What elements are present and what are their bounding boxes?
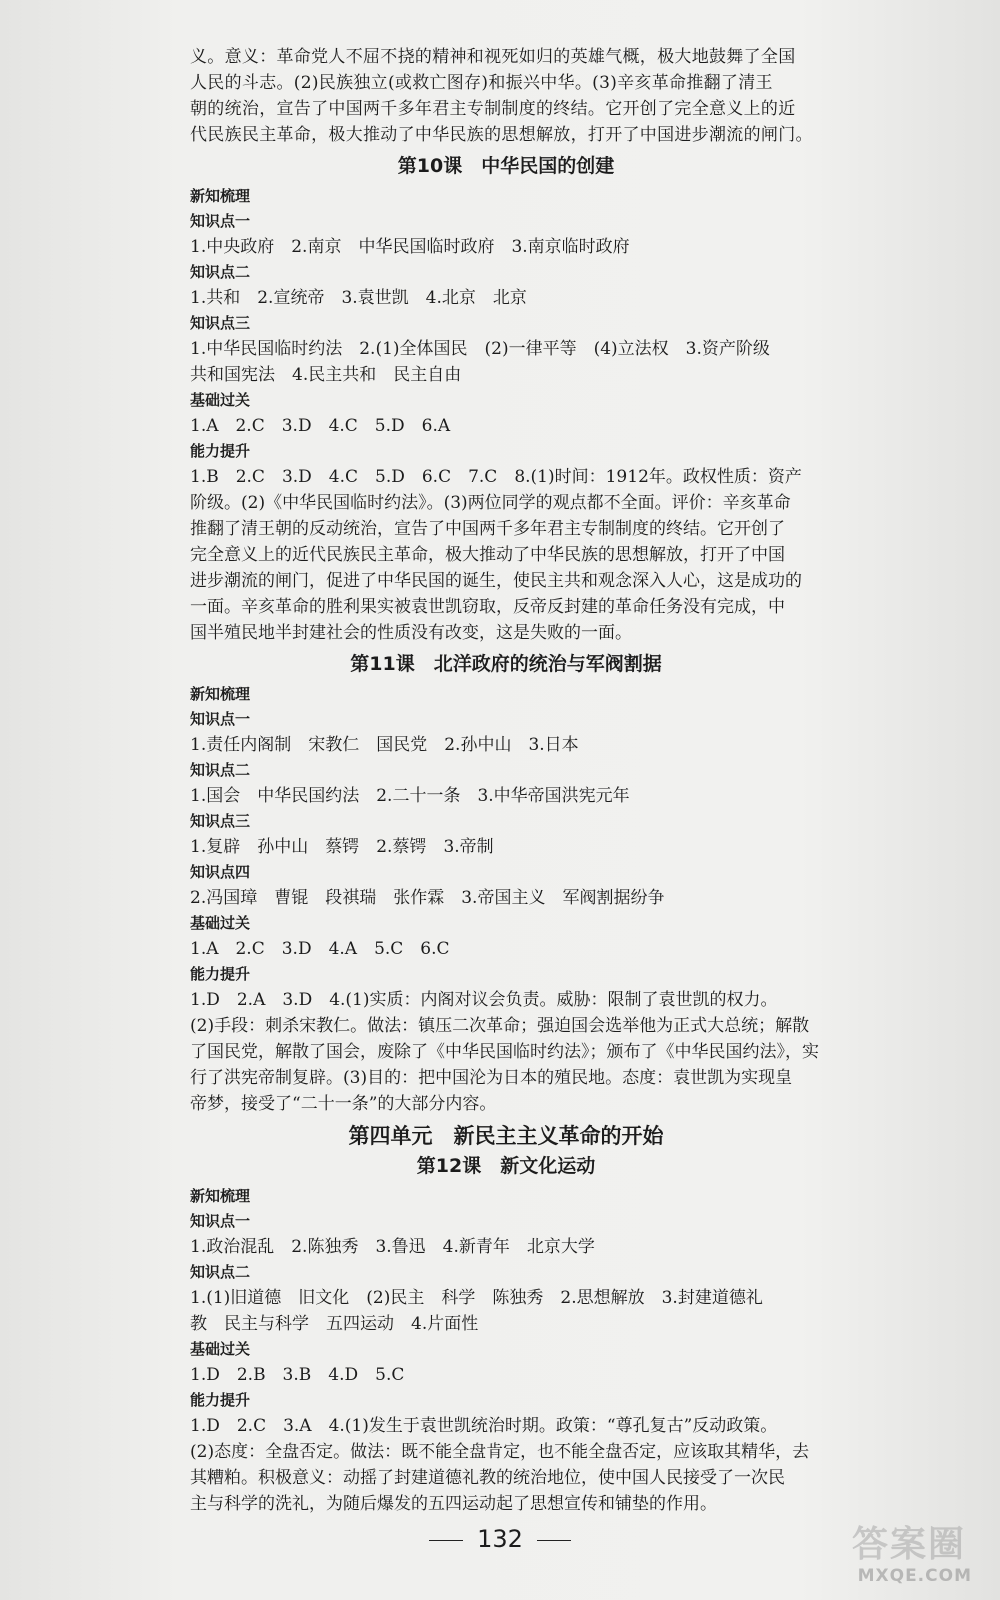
answer-line: 1.D 2.C 3.A 4.(1)发生于袁世凯统治时期。政策：“尊孔复古”反动政策。 <box>190 1416 778 1436</box>
knowledge-point-heading: 知识点一 <box>190 212 251 230</box>
intro-line: 朝的统治，宣告了中国两千多年君主专制制度的终结。它开创了完全意义上的近 <box>190 99 796 119</box>
answer-line: 帝梦，接受了“二十一条”的大部分内容。 <box>190 1094 497 1114</box>
knowledge-point-heading: 知识点四 <box>190 863 251 881</box>
knowledge-point-heading: 知识点三 <box>190 812 251 830</box>
section-heading: 新知梳理 <box>190 685 251 703</box>
section-heading: 能力提升 <box>190 442 251 460</box>
knowledge-point-heading: 知识点二 <box>190 761 251 779</box>
section-heading: 新知梳理 <box>190 187 251 205</box>
answer-line: 其糟粕。积极意义：动摇了封建道德礼教的统治地位，使中国人民接受了一次民 <box>190 1468 785 1488</box>
answer-line: (2)手段：刺杀宋教仁。做法：镇压二次革命；强迫国会选举他为正式大总统；解散 <box>190 1016 810 1036</box>
answer-line: 2.冯国璋 曹锟 段祺瑞 张作霖 3.帝国主义 军阀割据纷争 <box>190 888 665 908</box>
answer-line: 1.政治混乱 2.陈独秀 3.鲁迅 4.新青年 北京大学 <box>190 1237 595 1257</box>
answer-line: 1.共和 2.宣统帝 3.袁世凯 4.北京 北京 <box>190 288 527 308</box>
watermark-url: MXQE.COM <box>857 1566 972 1586</box>
knowledge-point-heading: 知识点三 <box>190 314 251 332</box>
page-content <box>190 44 822 1517</box>
answer-line: 1.(1)旧道德 旧文化 (2)民主 科学 陈独秀 2.思想解放 3.封建道德礼 <box>190 1288 763 1308</box>
answer-line: 主与科学的洗礼，为随后爆发的五四运动起了思想宣传和铺垫的作用。 <box>190 1494 717 1514</box>
lesson-11-title: 第11课 北洋政府的统治与军阀割据 <box>350 653 662 675</box>
unit-4-title: 第四单元 新民主主义革命的开始 <box>348 1124 664 1148</box>
answer-line: 教 民主与科学 五四运动 4.片面性 <box>190 1314 479 1334</box>
answer-line: 进步潮流的闸门，促进了中华民国的诞生，使民主共和观念深入人心，这是成功的 <box>190 571 802 591</box>
answer-line: 阶级。(2)《中华民国临时约法》。(3)两位同学的观点都不全面。评价：辛亥革命 <box>190 493 791 513</box>
site-watermark-logo <box>822 1516 972 1586</box>
page-number-text: 132 <box>477 1525 523 1553</box>
page-number-dash-left <box>429 1540 463 1541</box>
answer-line: 1.D 2.B 3.B 4.D 5.C <box>190 1365 405 1385</box>
lesson-10-title: 第10课 中华民国的创建 <box>397 155 615 177</box>
answer-line: 共和国宪法 4.民主共和 民主自由 <box>190 365 462 385</box>
knowledge-point-heading: 知识点二 <box>190 1263 251 1281</box>
section-heading: 基础过关 <box>190 391 251 409</box>
answer-line: 1.中央政府 2.南京 中华民国临时政府 3.南京临时政府 <box>190 237 630 257</box>
knowledge-point-heading: 知识点一 <box>190 1212 251 1230</box>
knowledge-point-heading: 知识点二 <box>190 263 251 281</box>
answer-line: 了国民党，解散了国会，废除了《中华民国临时约法》；颁布了《中华民国约法》，实 <box>190 1042 819 1062</box>
intro-line: 人民的斗志。(2)民族独立(或救亡图存)和振兴中华。(3)辛亥革命推翻了清王 <box>190 73 773 93</box>
answer-line: 国半殖民地半封建社会的性质没有改变，这是失败的一面。 <box>190 623 632 643</box>
answer-line: 推翻了清王朝的反动统治，宣告了中国两千多年君主专制制度的终结。它开创了 <box>190 519 785 539</box>
answer-line: 1.B 2.C 3.D 4.C 5.D 6.C 7.C 8.(1)时间：1912年。政权性质：资产 <box>190 467 802 487</box>
answer-line: 1.中华民国临时约法 2.(1)全体国民 (2)一律平等 (4)立法权 3.资产阶级 <box>190 339 770 359</box>
section-heading: 能力提升 <box>190 965 251 983</box>
answer-line: 1.A 2.C 3.D 4.A 5.C 6.C <box>190 939 450 959</box>
answer-line: 行了洪宪帝制复辟。(3)目的：把中国沦为日本的殖民地。态度：袁世凯为实现皇 <box>190 1068 793 1088</box>
answer-line: 一面。辛亥革命的胜利果实被袁世凯窃取，反帝反封建的革命任务没有完成，中 <box>190 597 785 617</box>
intro-line: 义。意义：革命党人不屈不挠的精神和视死如归的英雄气概，极大地鼓舞了全国 <box>190 47 796 67</box>
intro-line: 代民族民主革命，极大推动了中华民族的思想解放，打开了中国进步潮流的闸门。 <box>190 125 813 145</box>
answer-line: 1.国会 中华民国约法 2.二十一条 3.中华帝国洪宪元年 <box>190 786 630 806</box>
lesson-12-title: 第12课 新文化运动 <box>416 1155 596 1177</box>
watermark-title: 答案圈 <box>851 1524 966 1565</box>
section-heading: 基础过关 <box>190 914 251 932</box>
answer-line: 完全意义上的近代民族民主革命，极大推动了中华民族的思想解放，打开了中国 <box>190 545 785 565</box>
section-heading: 基础过关 <box>190 1340 251 1358</box>
section-heading: 能力提升 <box>190 1391 251 1409</box>
knowledge-point-heading: 知识点一 <box>190 710 251 728</box>
section-heading: 新知梳理 <box>190 1187 251 1205</box>
answer-line: 1.复辟 孙中山 蔡锷 2.蔡锷 3.帝制 <box>190 837 494 857</box>
answer-line: 1.A 2.C 3.D 4.C 5.D 6.A <box>190 416 451 436</box>
answer-line: 1.责任内阁制 宋教仁 国民党 2.孙中山 3.日本 <box>190 735 579 755</box>
answer-line: (2)态度：全盘否定。做法：既不能全盘肯定，也不能全盘否定，应该取其精华，去 <box>190 1442 810 1462</box>
page-number-dash-right <box>537 1540 571 1541</box>
answer-line: 1.D 2.A 3.D 4.(1)实质：内阁对议会负责。威胁：限制了袁世凯的权力。 <box>190 990 778 1010</box>
